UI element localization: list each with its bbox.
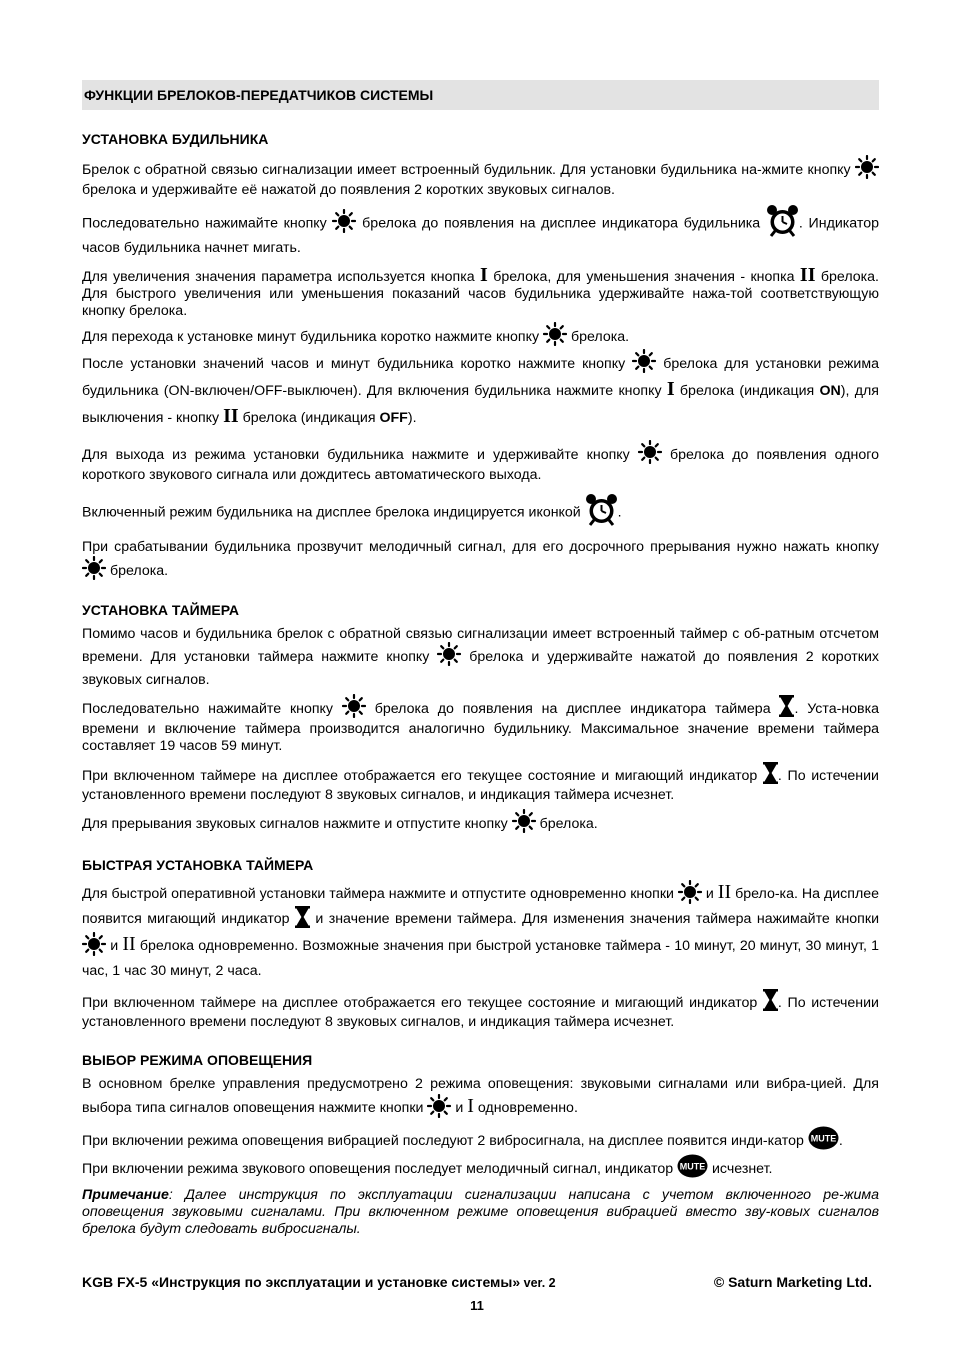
sun-button-icon xyxy=(638,440,662,464)
alarm-paragraph-8: При срабатывании будильника прозвучит мелодичный сигнал, для его досрочного прерывания нужно нажать кнопку брелока. xyxy=(82,539,879,579)
svg-text:MUTE: MUTE xyxy=(810,1133,837,1144)
off-label: OFF xyxy=(379,410,408,426)
alarm-paragraph-7: Включенный режим будильника на дисплее брелока индицируется иконкой . xyxy=(82,496,879,529)
sun-button-icon xyxy=(437,642,461,666)
sun-button-icon xyxy=(427,1094,451,1118)
sun-button-icon xyxy=(82,932,106,956)
alert-mode-section-title: ВЫБОР РЕЖИМА ОПОВЕЩЕНИЯ xyxy=(82,1052,313,1069)
timer-paragraph-1: Помимо часов и будильника брелок с обратной связью сигнализации имеет встроенный таймер с об-ратным отсчетом времени. Для установки таймера нажмите кнопку брелока и удерживайте нажатой до появления 2 коротких звуковых сигналов. xyxy=(82,626,879,689)
roman-one-button: I xyxy=(480,264,488,286)
timer-paragraph-2: Последовательно нажимайте кнопку брелока до появления на дисплее индикатора таймера . Уста-новка времени и включение таймера производится аналогично будильнику. Максимальное значение времени таймера составляет 19 часов 59 минут. xyxy=(82,697,879,755)
section-header-band: ФУНКЦИИ БРЕЛОКОВ-ПЕРЕДАТЧИКОВ СИСТЕМЫ xyxy=(82,80,879,110)
roman-two-button: II xyxy=(223,405,239,427)
sun-button-icon xyxy=(332,209,356,233)
roman-one-button: I xyxy=(467,1095,474,1118)
hourglass-icon xyxy=(779,695,794,717)
hourglass-icon xyxy=(763,762,778,784)
quick-timer-paragraph-1: Для быстрой оперативной установки таймера нажмите и отпустите одновременно кнопки и II брело-ка. На дисплее появится мигающий индикатор и значение времени таймера. Для изменения значения таймера нажимайте кнопки и II брелока одновременно. Возможные значения при быстрой установке таймера - 10 минут, 20 минут, 30 минут, 1 час, 1 час 30 минут, 2 часа. xyxy=(82,881,880,980)
alarm-paragraph-1: Брелок с обратной связью сигнализации имеет встроенный будильник. Для установки будильника на-жмите кнопку брелока и удерживайте её нажатой до появления 2 коротких звуковых сигналов. xyxy=(82,158,879,199)
sun-button-icon xyxy=(543,322,567,346)
svg-text:MUTE: MUTE xyxy=(679,1161,706,1172)
sun-button-icon xyxy=(82,556,106,580)
footer-title: KGB FX-5 «Инструкция по эксплуатации и установке системы» ver. 2 xyxy=(82,1274,556,1290)
alert-mode-paragraph-2: При включении режима оповещения вибрацией последуют 2 вибросигнала, на дисплее появится инди-катор MUTE . xyxy=(82,1129,879,1153)
page-number: 11 xyxy=(470,1298,484,1313)
roman-one-button: I xyxy=(666,378,675,400)
sun-button-icon xyxy=(855,155,879,179)
timer-paragraph-4: Для прерывания звуковых сигналов нажмите и отпустите кнопку брелока. xyxy=(82,812,879,836)
timer-section-title: УСТАНОВКА ТАЙМЕРА xyxy=(82,602,239,619)
sun-button-icon xyxy=(632,349,656,373)
sun-button-icon xyxy=(342,694,366,718)
alarm-paragraph-6: Для выхода из режима установки будильника нажмите и удерживайте кнопку брелока до появления одного короткого звукового сигнала или дождитесь автоматического выхода. xyxy=(82,443,879,484)
hourglass-icon xyxy=(295,906,310,928)
note-paragraph: Примечание: Далее инструкция по эксплуатации сигнализации написана с учетом включенного ре-жима оповещения звуковыми сигналами. При включенном режиме оповещения вибрацией вместо зву-ковых сигналов брелока будут следовать вибросигналы. xyxy=(82,1186,879,1237)
alarm-clock-icon xyxy=(766,204,799,237)
on-label: ON xyxy=(819,383,841,399)
sun-button-icon xyxy=(512,809,536,833)
mute-icon xyxy=(677,1154,708,1178)
alarm-paragraph-3: Для увеличения значения параметра используется кнопка I брелока, для уменьшения значения - кнопка II брелока. Для быстрого увеличения или уменьшения показаний часов будильника удерживайте нажа-той соответствующую кнопку брелока. xyxy=(82,264,879,319)
quick-timer-paragraph-2: При включенном таймере на дисплее отображается его текущее состояние и мигающий индикатор . По истечении установленного времени последуют 8 звуковых сигналов, и индикация таймера исчезнет. xyxy=(82,992,879,1031)
alert-mode-paragraph-3: При включении режима звукового оповещения последует мелодичный сигнал, индикатор MUTE исчезнет. xyxy=(82,1157,879,1181)
roman-two-button: II xyxy=(799,264,816,286)
alarm-section-title: УСТАНОВКА БУДИЛЬНИКА xyxy=(82,131,269,147)
alert-mode-paragraph-1: В основном брелке управления предусмотрено 2 режима оповещения: звуковыми сигналами или вибра-цией. Для выбора типа сигналов оповещения нажмите кнопки и I одновременно. xyxy=(82,1076,879,1118)
roman-two-button: II xyxy=(122,933,136,956)
sun-button-icon xyxy=(678,880,702,904)
footer-copyright: © Saturn Marketing Ltd. xyxy=(713,1274,872,1290)
roman-two-button: II xyxy=(717,881,732,904)
alarm-clock-icon xyxy=(585,493,618,526)
alarm-paragraph-4: Для перехода к установке минут будильника коротко нажмите кнопку брелока. xyxy=(82,325,879,349)
alarm-paragraph-5: После установки значений часов и минут будильника коротко нажмите кнопку брелока для установки режима будильника (ON-включен/OFF-выключен). Для включения будильника нажмите кнопку I брелока (индикация ON), для выключения - кнопку II брелока (индикация OFF). xyxy=(82,352,879,431)
alarm-paragraph-2: Последовательно нажимайте кнопку брелока до появления на дисплее индикатора будильника . Индикатор часов будильника начнет мигать. xyxy=(82,207,879,257)
hourglass-icon xyxy=(763,989,778,1011)
timer-paragraph-3: При включенном таймере на дисплее отображается его текущее состояние и мигающий индикатор . По истечении установленного времени последуют 8 звуковых сигналов, и индикация таймера исчезнет. xyxy=(82,765,879,804)
note-label: Примечание xyxy=(82,1186,169,1203)
quick-timer-section-title: БЫСТРАЯ УСТАНОВКА ТАЙМЕРА xyxy=(82,857,314,874)
page-content xyxy=(82,80,879,1238)
mute-icon xyxy=(808,1126,839,1150)
